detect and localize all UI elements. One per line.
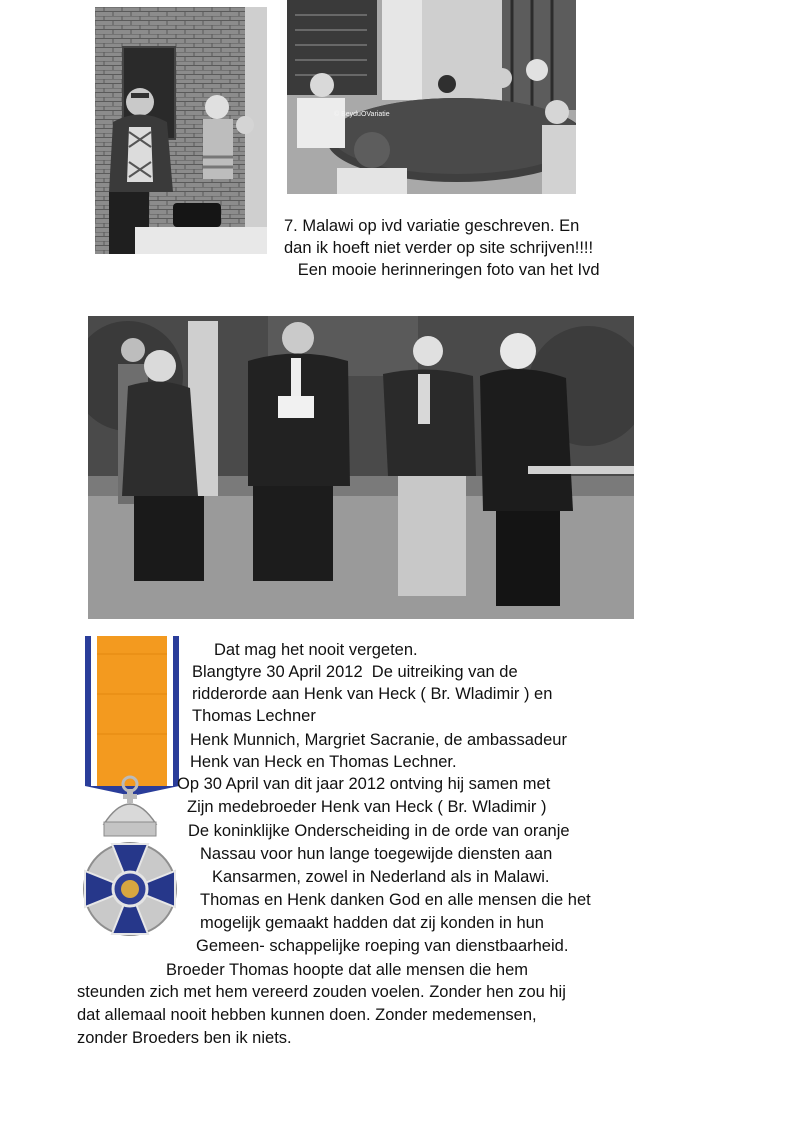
body-line-7: Op 30 April van dit jaar 2012 ontving hij samen met [177, 775, 551, 793]
caption-top-line-2: dan ik hoeft niet verder op site schrijven!!!! [284, 239, 594, 257]
photo-classroom [287, 0, 576, 194]
body-line-17: dat allemaal nooit hebben kunnen doen. Zonder medemensen, [77, 1006, 537, 1024]
caption-top-line-1: 7. Malawi op ivd variatie geschreven. En [284, 217, 580, 235]
photo-watermark: © BeyduOVariatie [334, 111, 390, 118]
body-line-18: zonder Broeders ben ik niets. [77, 1029, 292, 1047]
body-line-4: Thomas Lechner [192, 707, 316, 725]
body-line-2: Blangtyre 30 April 2012 De uitreiking van de [192, 663, 518, 681]
body-line-8: Zijn medebroeder Henk van Heck ( Br. Wladimir ) [187, 798, 547, 816]
body-line-5: Henk Munnich, Margriet Sacranie, de ambassadeur [190, 731, 567, 749]
body-line-6: Henk van Heck en Thomas Lechner. [190, 753, 457, 771]
body-line-13: mogelijk gemaakt hadden dat zij konden in hun [200, 914, 544, 932]
body-line-3: ridderorde aan Henk van Heck ( Br. Wladimir ) en [192, 685, 553, 703]
photo-group-garden [88, 316, 634, 619]
body-line-14: Gemeen- schappelijke roeping van dienstbaarheid. [196, 937, 569, 955]
body-line-10: Nassau voor hun lange toegewijde diensten aan [200, 845, 553, 863]
body-line-15: Broeder Thomas hoopte dat alle mensen die hem [166, 961, 529, 979]
body-line-16: steunden zich met hem vereerd zouden voelen. Zonder hen zou hij [77, 983, 566, 1001]
caption-top-line-3: Een mooie herinneringen foto van het Ivd [284, 261, 600, 279]
body-line-9: De koninklijke Onderscheiding in de orde van oranje [188, 822, 570, 840]
photo-man-with-puppets [95, 7, 267, 254]
medal-image [82, 634, 190, 958]
body-line-1: Dat mag het nooit vergeten. [214, 641, 418, 659]
body-line-12: Thomas en Henk danken God en alle mensen die het [200, 891, 591, 909]
body-line-11: Kansarmen, zowel in Nederland als in Malawi. [212, 868, 550, 886]
